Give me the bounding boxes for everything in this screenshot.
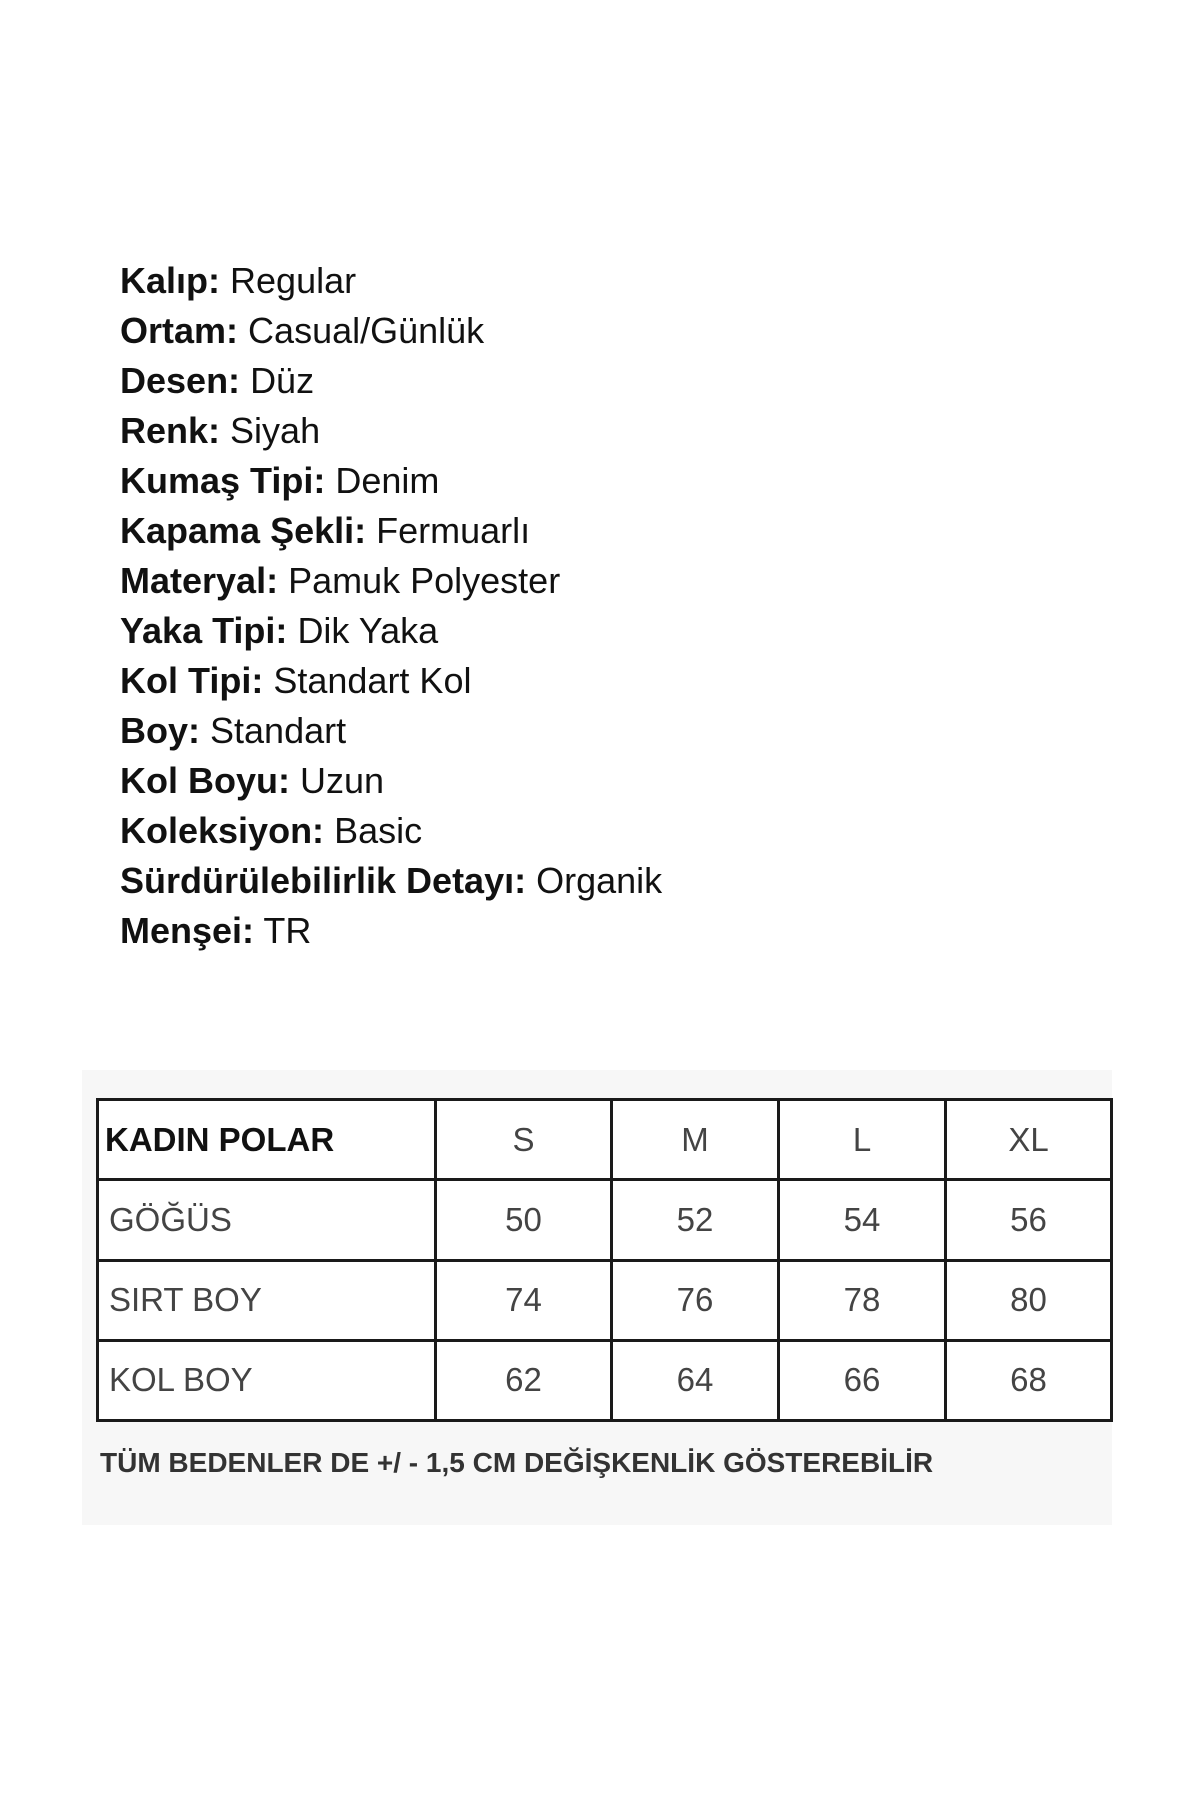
attribute-value: Denim (335, 460, 440, 501)
attribute-key: Boy: (120, 710, 200, 751)
table-cell: 68 (946, 1340, 1112, 1420)
table-cell: 64 (612, 1340, 779, 1420)
table-cell: 76 (612, 1260, 779, 1340)
attribute-key: Kapama Şekli: (120, 510, 367, 551)
table-row (98, 1340, 1112, 1420)
table-cell: 56 (946, 1180, 1112, 1260)
attribute-key: Kol Boyu: (120, 760, 290, 801)
attribute-key: Materyal: (120, 560, 279, 601)
size-table-title: KADIN POLAR (98, 1100, 436, 1180)
attribute-line (120, 456, 662, 506)
attribute-key: Sürdürülebilirlik Detayı: (120, 860, 527, 901)
attribute-line (120, 856, 662, 906)
attribute-line (120, 706, 662, 756)
table-cell: 80 (946, 1260, 1112, 1340)
attribute-value: Düz (250, 360, 315, 401)
attribute-value: Basic (334, 810, 423, 851)
row-label: SIRT BOY (98, 1260, 436, 1340)
attribute-value: Regular (230, 260, 357, 301)
table-cell: 66 (779, 1340, 946, 1420)
table-cell: 54 (779, 1180, 946, 1260)
attribute-line (120, 356, 662, 406)
attribute-key: Kalıp: (120, 260, 221, 301)
attribute-value: TR (263, 910, 312, 951)
size-header-cell: XL (946, 1100, 1112, 1180)
attribute-key: Kumaş Tipi: (120, 460, 326, 501)
attribute-line (120, 606, 662, 656)
attribute-line (120, 756, 662, 806)
attribute-line (120, 306, 662, 356)
table-row (98, 1260, 1112, 1340)
attribute-value: Standart Kol (273, 660, 472, 701)
attribute-key: Renk: (120, 410, 221, 451)
attribute-line (120, 906, 662, 956)
attribute-key: Yaka Tipi: (120, 610, 288, 651)
attribute-line (120, 806, 662, 856)
attribute-line (120, 656, 662, 706)
attribute-key: Desen: (120, 360, 241, 401)
attribute-value: Fermuarlı (376, 510, 531, 551)
table-cell: 52 (612, 1180, 779, 1260)
attribute-line (120, 406, 662, 456)
size-chart-table (96, 1098, 1113, 1422)
size-header-row (98, 1100, 1112, 1180)
table-cell: 50 (436, 1180, 612, 1260)
attribute-value: Organik (536, 860, 663, 901)
table-cell: 74 (436, 1260, 612, 1340)
attribute-value: Siyah (230, 410, 321, 451)
row-label: GÖĞÜS (98, 1180, 436, 1260)
attribute-line (120, 256, 662, 306)
attribute-value: Casual/Günlük (248, 310, 485, 351)
attribute-key: Menşei: (120, 910, 255, 951)
attribute-value: Pamuk Polyester (288, 560, 561, 601)
table-row (98, 1180, 1112, 1260)
attribute-value: Standart (210, 710, 347, 751)
size-header-cell: S (436, 1100, 612, 1180)
row-label: KOL BOY (98, 1340, 436, 1420)
attribute-line (120, 556, 662, 606)
table-cell: 62 (436, 1340, 612, 1420)
attribute-key: Kol Tipi: (120, 660, 264, 701)
size-tolerance-note: TÜM BEDENLER DE +/ - 1,5 CM DEĞİŞKENLİK GÖSTEREBİLİR (100, 1447, 934, 1478)
attribute-line (120, 506, 662, 556)
table-cell: 78 (779, 1260, 946, 1340)
product-attributes (120, 256, 662, 956)
attribute-key: Koleksiyon: (120, 810, 325, 851)
size-header-cell: L (779, 1100, 946, 1180)
size-header-cell: M (612, 1100, 779, 1180)
attribute-key: Ortam: (120, 310, 239, 351)
attribute-value: Dik Yaka (297, 610, 439, 651)
attribute-value: Uzun (300, 760, 385, 801)
